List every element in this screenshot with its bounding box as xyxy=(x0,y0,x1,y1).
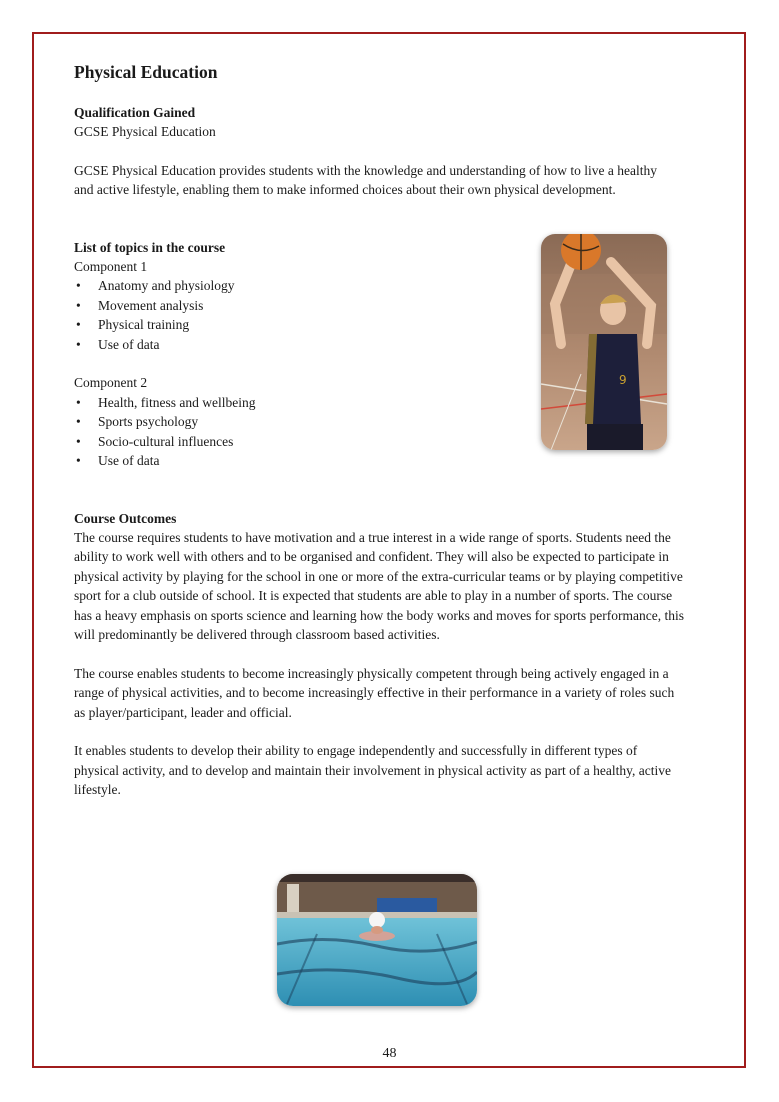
component-2-label: Component 2 xyxy=(74,375,148,390)
outcomes-paragraph-1: The course requires students to have motivation and a true interest in a wide range of sports. Students need the ability to work well with others and to be organised and confident. They will also be expected to participate in physical activity by playing for the school in one or more of the extra-curricular teams or by playing competitive sport for a club outside of school. It is expected that students are able to play in a number of sports. The course has a heavy emphasis on sports science and learning how the body works and moves for sports performance, this will predominantly be delivered through classroom based activities. xyxy=(74,529,684,642)
swimmer-photo xyxy=(277,874,477,1006)
outcomes-paragraph-2: The course enables students to become increasingly physically competent through being actively engaged in a range of physical activities, and to become increasingly effective in their performance in a variety of roles such as player/participant, leader and official. xyxy=(74,665,675,720)
list-item: • Anatomy and physiology xyxy=(74,276,684,296)
component-1-label: Component 1 xyxy=(74,258,148,274)
outcomes-heading: Course Outcomes xyxy=(74,510,177,526)
list-item: • Movement analysis xyxy=(74,296,684,316)
list-item: • Socio-cultural influences xyxy=(74,432,684,452)
qualification-value: GCSE Physical Education xyxy=(74,124,216,139)
intro-paragraph: GCSE Physical Education provides students with the knowledge and understanding of how to live a healthy and active lifestyle, enabling them to make informed choices about their own physical development. xyxy=(74,162,658,197)
list-item: • Use of data xyxy=(74,335,684,355)
qualification-heading: Qualification Gained xyxy=(74,105,196,120)
list-item: • Sports psychology xyxy=(74,412,684,432)
list-item: • Health, fitness and wellbeing xyxy=(74,393,684,413)
basketball-player-photo xyxy=(541,234,667,450)
page-title: Physical Education xyxy=(74,62,218,82)
topics-heading: List of topics in the course xyxy=(74,239,226,255)
page-number: 48 xyxy=(382,1046,397,1061)
list-item: • Use of data xyxy=(74,451,684,471)
list-item: • Physical training xyxy=(74,315,684,335)
outcomes-paragraph-3: It enables students to develop their ability to engage independently and successfully in different types of physical activity, and to develop and maintain their involvement in physical activity as part of a healthy, active lifestyle. xyxy=(74,743,671,797)
svg-text:9: 9 xyxy=(619,373,627,387)
